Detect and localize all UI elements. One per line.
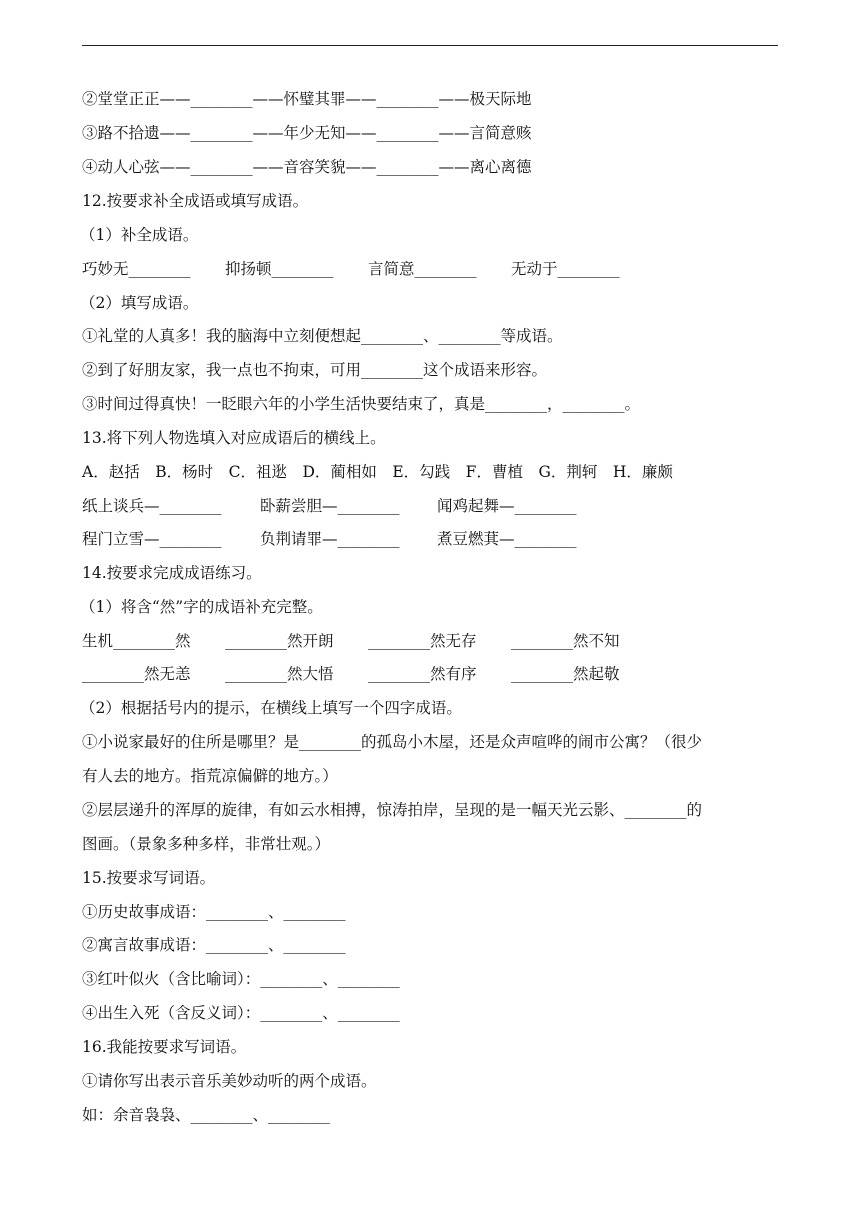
idiom-blank: ________然开朗 <box>225 632 334 650</box>
text-line: ①历史故事成语：________、________ <box>82 903 346 921</box>
idiom-blank: 无动于________ <box>511 260 620 278</box>
q12-idiom-row <box>82 259 782 279</box>
idiom-blank: 巧妙无________ <box>82 260 191 278</box>
q14-row <box>82 631 782 651</box>
question-16-title: 16.我能按要求写词语。 <box>82 1038 247 1056</box>
idiom-blank: 言简意________ <box>368 260 477 278</box>
idiom-blank: ________然无恙 <box>82 665 191 683</box>
idiom-blank: 生机________然 <box>82 632 191 650</box>
idiom-blank: 负荆请罪—________ <box>260 530 400 548</box>
q14-row <box>82 664 782 684</box>
text-line: ①礼堂的人真多！我的脑海中立刻便想起________、________等成语。 <box>82 327 563 345</box>
question-12-title: 12.按要求补全成语或填写成语。 <box>82 192 309 210</box>
text-line: ③时间过得真快！一眨眼六年的小学生活快要结束了，真是________，________。 <box>82 395 641 413</box>
header-rule <box>82 45 778 46</box>
q13-row <box>82 496 782 516</box>
text-line: ②层层递升的浑厚的旋律，有如云水相搏，惊涛拍岸，呈现的是一幅天光云影、________的 <box>82 801 703 819</box>
sub-question-label: （1）将含“然”字的成语补充完整。 <box>80 598 323 616</box>
idiom-blank: ________然大悟 <box>225 665 334 683</box>
text-line: ②寓言故事成语：________、________ <box>82 936 346 954</box>
text-line: ③红叶似火（含比喻词）：________、________ <box>82 970 400 988</box>
text-line: ④出生入死（含反义词）：________、________ <box>82 1004 400 1022</box>
text-line: ②堂堂正正——________——怀璧其罪——________——极天际地 <box>82 90 532 108</box>
idiom-blank: ________然起敬 <box>511 665 620 683</box>
text-line: ②到了好朋友家，我一点也不拘束，可用________这个成语来形容。 <box>82 361 548 379</box>
person-options: A．赵括 B．杨时 C．祖逖 D．蔺相如 E．勾践 F．曹植 G．荆轲 H．廉颇 <box>82 463 673 481</box>
text-line: ①请你写出表示音乐美妙动听的两个成语。 <box>82 1072 377 1090</box>
sub-question-label: （2）填写成语。 <box>80 294 199 312</box>
text-line: ④动人心弦——________——音容笑貌——________——离心离德 <box>82 158 532 176</box>
idiom-blank: 闻鸡起舞—________ <box>437 497 577 515</box>
idiom-blank: ________然有序 <box>368 665 477 683</box>
text-line: 如：余音袅袅、________、________ <box>82 1106 331 1124</box>
text-line: 有人去的地方。指荒凉偏僻的地方。） <box>82 767 338 785</box>
question-13-title: 13.将下列人物选填入对应成语后的横线上。 <box>82 429 386 447</box>
idiom-blank: ________然无存 <box>368 632 477 650</box>
text-line: ③路不拾遗——________——年少无知——________——言简意赅 <box>82 124 532 142</box>
idiom-blank: 卧薪尝胆—________ <box>260 497 400 515</box>
text-line: ①小说家最好的住所是哪里？是________的孤岛小木屋，还是众声喧哗的闹市公寓？（很少 <box>82 733 703 751</box>
q13-row <box>82 529 782 549</box>
question-14-title: 14.按要求完成成语练习。 <box>82 564 262 582</box>
idiom-blank: 抑扬顿________ <box>225 260 334 278</box>
sub-question-label: （2）根据括号内的提示，在横线上填写一个四字成语。 <box>80 699 462 717</box>
sub-question-label: （1）补全成语。 <box>80 226 199 244</box>
idiom-blank: 程门立雪—________ <box>82 530 222 548</box>
idiom-blank: 煮豆燃萁—________ <box>437 530 577 548</box>
idiom-blank: 纸上谈兵—________ <box>82 497 222 515</box>
question-15-title: 15.按要求写词语。 <box>82 869 216 887</box>
idiom-blank: ________然不知 <box>511 632 620 650</box>
text-line: 图画。（景象多种多样，非常壮观。） <box>82 835 331 853</box>
